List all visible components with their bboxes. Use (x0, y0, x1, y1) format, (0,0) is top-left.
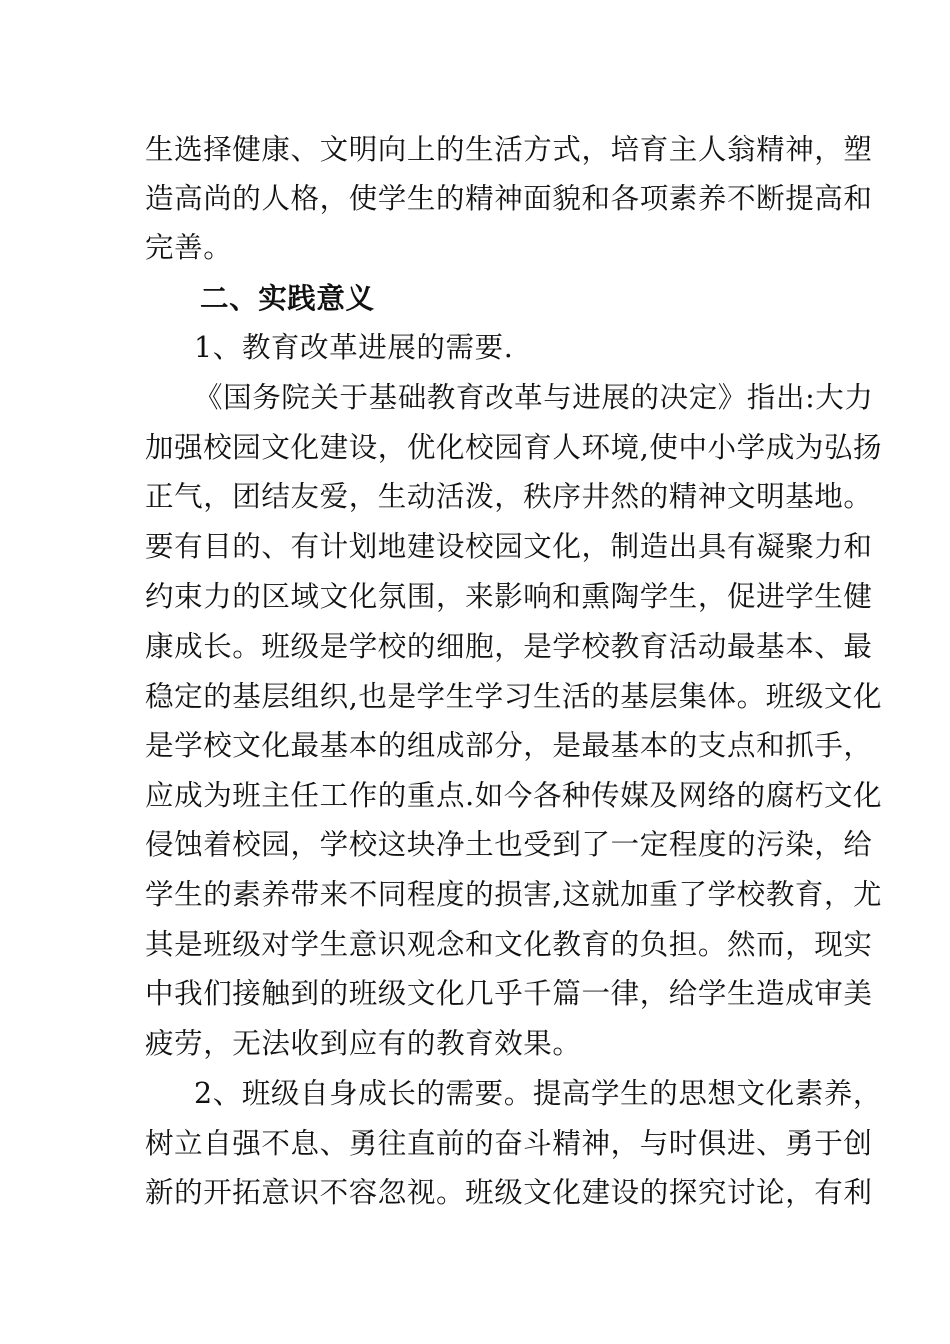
text-line: 其是班级对学生意识观念和文化教育的负担。然而，现实 (145, 928, 873, 961)
text-line: 造高尚的人格，使学生的精神面貌和各项素养不断提高和 (145, 182, 873, 215)
text-line: 完善。 (145, 231, 233, 264)
text-line: 加强校园文化建设，优化校园育人环境,使中小学成为弘扬 (145, 431, 883, 464)
text-line: 生选择健康、文明向上的生活方式，培育主人翁精神，塑 (145, 133, 873, 166)
text-line: 正气，团结友爱，生动活泼，秩序井然的精神文明基地。 (145, 480, 873, 513)
text-line: 2、班级自身成长的需要。提高学生的思想文化素养， (194, 1077, 883, 1110)
text-line: 疲劳，无法收到应有的教育效果。 (145, 1027, 582, 1060)
text-line: 是学校文化最基本的组成部分，是最基本的支点和抓手， (145, 729, 873, 762)
text-line: 《国务院关于基础教育改革与进展的决定》指出:大力 (194, 381, 874, 414)
text-line: 新的开拓意识不容忽视。班级文化建设的探究讨论，有利 (145, 1176, 873, 1209)
text-line: 要有目的、有计划地建设校园文化，制造出具有凝聚力和 (145, 530, 873, 563)
text-line: 约束力的区域文化氛围，来影响和熏陶学生，促进学生健 (145, 580, 873, 613)
item-title: 1、教育改革进展的需要. (194, 331, 514, 364)
text-line: 侵蚀着校园，学校这块净土也受到了一定程度的污染，给 (145, 828, 873, 861)
text-line: 中我们接触到的班级文化几乎千篇一律，给学生造成审美 (145, 977, 873, 1010)
text-line: 稳定的基层组织,也是学生学习生活的基层集体。班级文化 (145, 680, 883, 713)
text-line: 学生的素养带来不同程度的损害,这就加重了学校教育，尤 (145, 878, 883, 911)
text-line: 树立自强不息、勇往直前的奋斗精神，与时俱进、勇于创 (145, 1127, 873, 1160)
text-line: 应成为班主任工作的重点.如今各种传媒及网络的腐朽文化 (145, 779, 883, 812)
section-heading: 二、实践意义 (200, 281, 375, 315)
text-line: 康成长。班级是学校的细胞，是学校教育活动最基本、最 (145, 630, 873, 663)
